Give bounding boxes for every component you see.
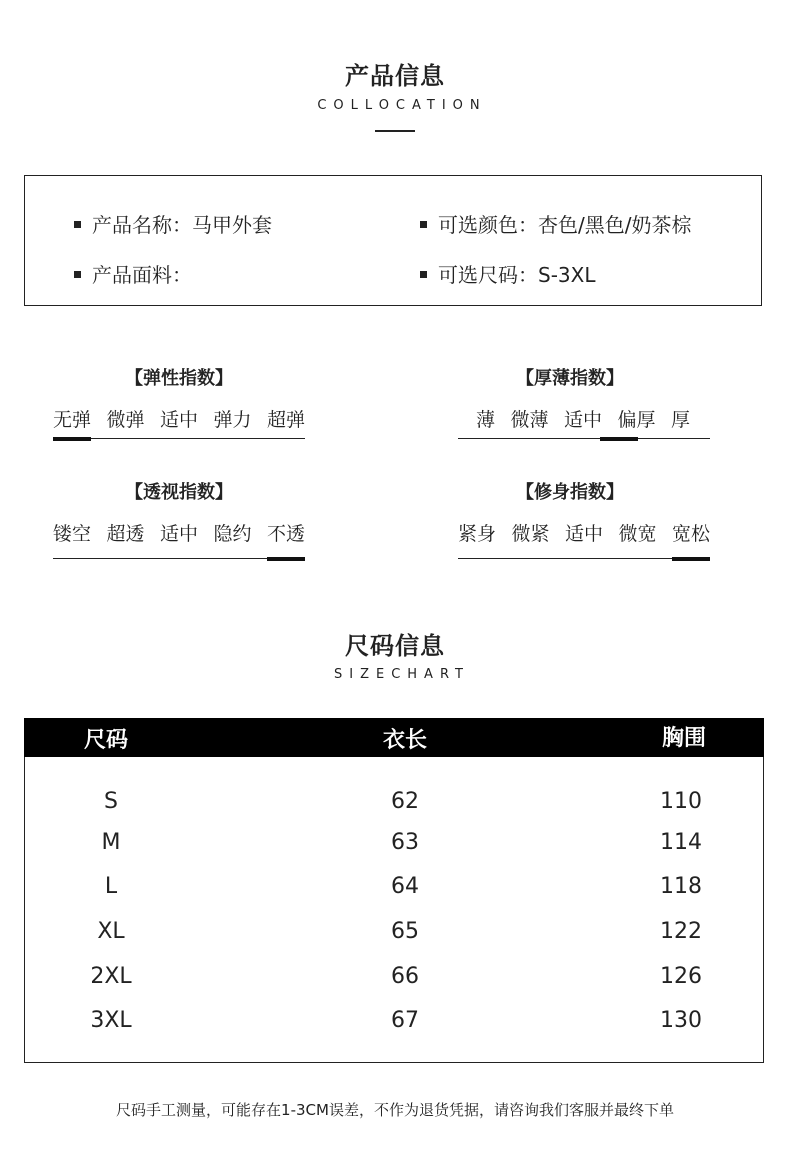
thickness-option: 适中 <box>563 409 602 431</box>
product-info-title: 产品信息 <box>345 62 445 90</box>
fit-title: 【修身指数】 <box>516 482 624 503</box>
fit-option: 紧身 <box>458 523 497 545</box>
cell-chest: 114 <box>660 830 702 855</box>
thickness-selected-marker <box>600 437 638 441</box>
fit-option: 宽松 <box>671 523 710 545</box>
transparency-selected-marker <box>267 557 305 561</box>
cell-chest: 110 <box>660 789 702 814</box>
elasticity-option: 无弹 <box>53 409 92 431</box>
transparency-option: 超透 <box>106 523 145 545</box>
elasticity-title: 【弹性指数】 <box>125 368 233 389</box>
bullet-icon <box>420 271 427 278</box>
thickness-option: 微薄 <box>510 409 549 431</box>
cell-size: L <box>104 874 118 899</box>
info-product-name-text: 产品名称：马甲外套 <box>92 213 272 237</box>
bullet-icon <box>74 271 81 278</box>
info-colors <box>420 209 691 238</box>
thickness-option: 薄 <box>476 409 496 431</box>
info-sizes <box>420 259 595 288</box>
header-length: 衣长 <box>383 728 428 753</box>
cell-length: 64 <box>391 874 419 899</box>
cell-length: 67 <box>391 1008 419 1033</box>
info-sizes-text: 可选尺码：S-3XL <box>438 263 596 287</box>
cell-size: M <box>101 830 121 855</box>
elasticity-option: 微弹 <box>106 409 145 431</box>
size-info-title: 尺码信息 <box>345 632 445 660</box>
cell-chest: 130 <box>660 1008 702 1033</box>
fit-option: 适中 <box>564 523 603 545</box>
transparency-option: 镂空 <box>53 523 92 545</box>
info-fabric-text: 产品面料： <box>92 263 192 287</box>
bullet-icon <box>74 221 81 228</box>
cell-size: 2XL <box>90 964 132 989</box>
cell-size: 3XL <box>90 1008 132 1033</box>
header-size: 尺码 <box>84 728 129 753</box>
cell-length: 62 <box>391 789 419 814</box>
cell-length: 66 <box>391 964 419 989</box>
fit-options <box>458 519 710 546</box>
cell-chest: 126 <box>660 964 702 989</box>
transparency-options <box>53 519 305 546</box>
thickness-scale-line <box>458 438 710 439</box>
transparency-option: 隐约 <box>213 523 252 545</box>
elasticity-options <box>53 405 305 432</box>
cell-size: XL <box>97 919 125 944</box>
size-info-subtitle: SIZECHART <box>334 667 470 682</box>
transparency-title: 【透视指数】 <box>125 482 233 503</box>
elasticity-option: 超弹 <box>266 409 305 431</box>
cell-chest: 122 <box>660 919 702 944</box>
size-disclaimer-note: 尺码手工测量，可能存在1-3CM误差，不作为退货凭据，请咨询我们客服并最终下单 <box>116 1101 674 1119</box>
info-fabric <box>74 259 192 288</box>
thickness-option: 厚 <box>670 409 690 431</box>
cell-chest: 118 <box>660 874 702 899</box>
cell-length: 63 <box>391 830 419 855</box>
header-chest: 胸围 <box>662 726 707 751</box>
title-underline <box>375 130 415 132</box>
product-info-subtitle: COLLOCATION <box>317 98 487 113</box>
info-colors-text: 可选颜色：杏色/黑色/奶茶棕 <box>438 213 692 237</box>
cell-length: 65 <box>391 919 419 944</box>
cell-size: S <box>104 789 118 814</box>
fit-selected-marker <box>672 557 710 561</box>
thickness-option: 偏厚 <box>617 409 656 431</box>
elasticity-selected-marker <box>53 437 91 441</box>
elasticity-option: 弹力 <box>213 409 252 431</box>
transparency-option: 不透 <box>266 523 305 545</box>
fit-option: 微宽 <box>618 523 657 545</box>
fit-option: 微紧 <box>511 523 550 545</box>
thickness-title: 【厚薄指数】 <box>516 368 624 389</box>
info-product-name <box>74 209 272 238</box>
elasticity-option: 适中 <box>159 409 198 431</box>
thickness-options <box>476 405 690 432</box>
transparency-option: 适中 <box>159 523 198 545</box>
bullet-icon <box>420 221 427 228</box>
